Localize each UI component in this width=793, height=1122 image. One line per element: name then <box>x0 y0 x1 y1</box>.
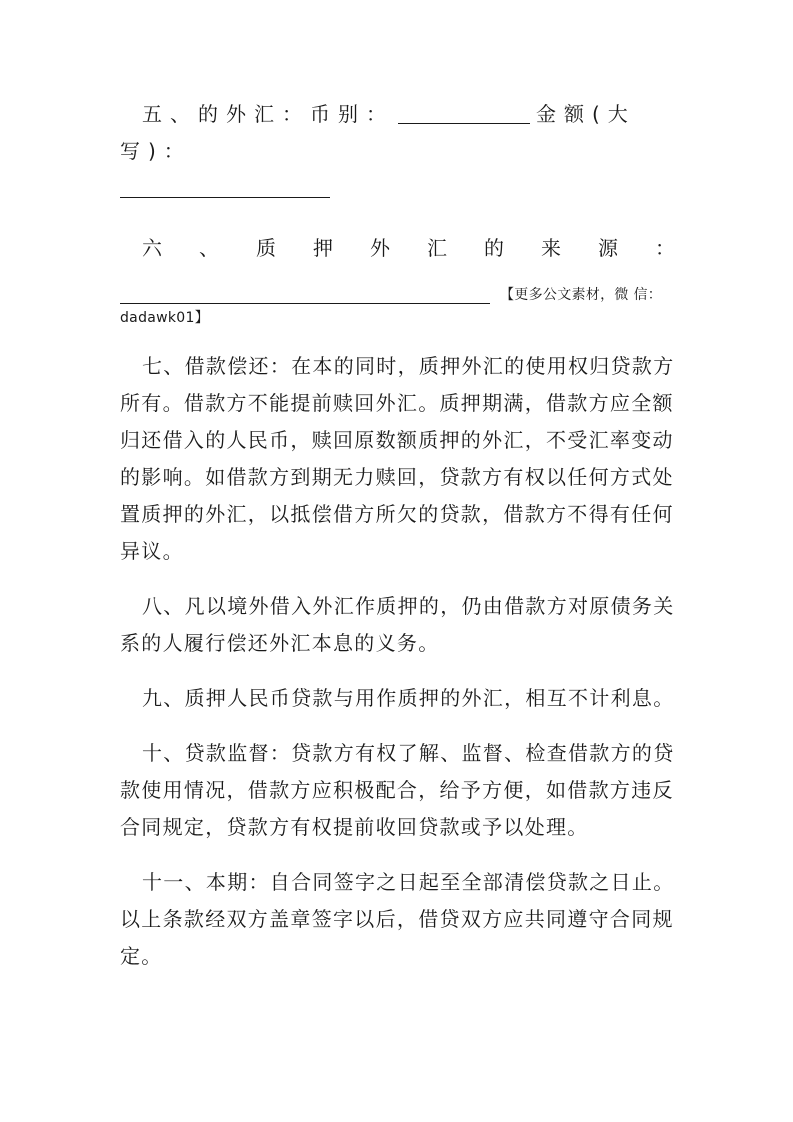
article-5-lead: 五、的外汇：币别： <box>142 102 394 126</box>
amount-blank-line <box>120 170 675 207</box>
article-6-char: 的 <box>484 236 504 260</box>
promo-text-continued: dadawk01】 <box>120 310 210 326</box>
source-blank <box>120 281 490 304</box>
article-6-char: 六 <box>142 236 162 260</box>
article-11: 十一、本期：自合同签字之日起至全部清偿贷款之日止。以上条款经双方盖章签字以后，借贷双方应共同遵守合同规定。 <box>120 870 675 968</box>
article-6-char: 质 <box>256 236 276 260</box>
article-9: 九、质押人民币贷款与用作质押的外汇，相互不计利息。 <box>142 686 675 710</box>
source-blank-line <box>120 267 675 304</box>
article-7: 七、借款偿还：在本的同时，质押外汇的使用权归贷款方所有。借款方不能提前赎回外汇。质押期满，借款方应全额归还借入的人民币，赎回原数额质押的外汇，不受汇率变动的影响。如借款方到期无力赎回，贷款方有权以任何方式处置质押的外汇，以抵偿借方所欠的贷款，借款方不得有任何异议。 <box>120 354 675 563</box>
document-body <box>120 96 675 975</box>
article-8: 八、凡以境外借入外汇作质押的，仍由借款方对原债务关系的人履行偿还外汇本息的义务。 <box>120 594 675 655</box>
article-6-char: 、 <box>199 236 219 260</box>
article-6-char: 源 <box>598 236 618 260</box>
article-5-line <box>120 96 675 170</box>
currency-blank <box>398 101 530 124</box>
article-6-char: 押 <box>313 236 333 260</box>
article-5-amount-label: 金额(大写)： <box>120 102 636 163</box>
article-6-char: 外 <box>370 236 390 260</box>
article-6-char: 汇 <box>427 236 447 260</box>
article-10: 十、贷款监督：贷款方有权了解、监督、检查借款方的贷款使用情况，借款方应积极配合，给予方便，如借款方违反合同规定，贷款方有权提前收回贷款或予以处理。 <box>120 741 675 839</box>
amount-blank <box>120 175 330 198</box>
article-6-heading <box>120 230 675 267</box>
promo-text: 【更多公文素材，微 信： <box>500 287 663 303</box>
article-6-char: ： <box>655 236 675 260</box>
article-6-char: 来 <box>541 236 561 260</box>
